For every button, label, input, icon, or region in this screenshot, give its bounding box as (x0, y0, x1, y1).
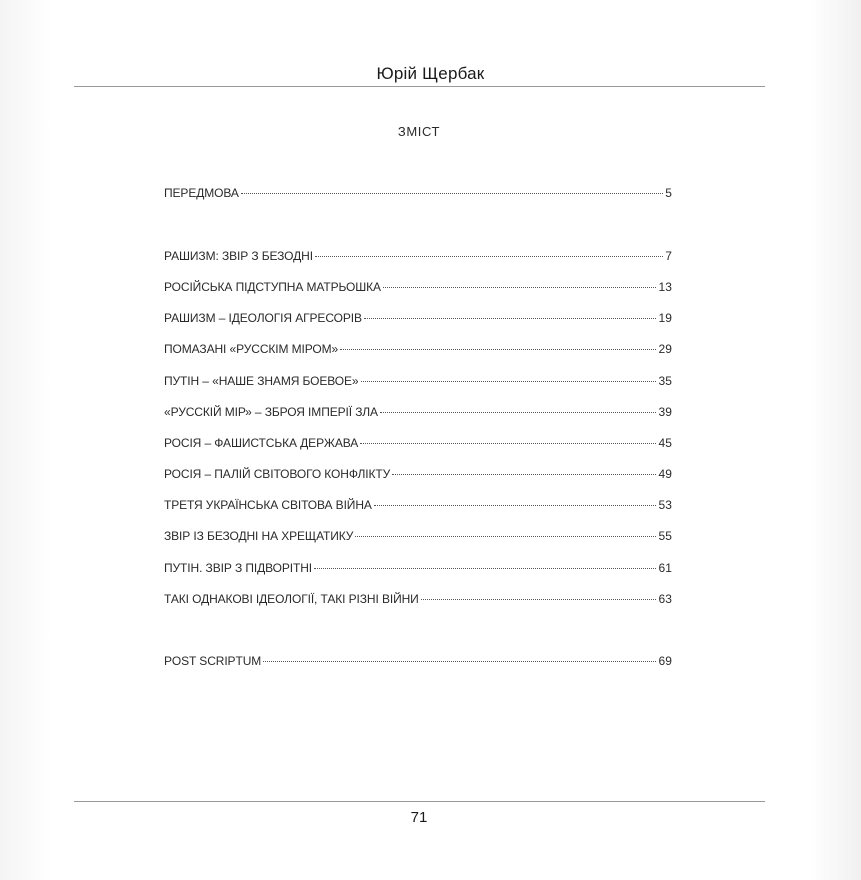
toc-entry-page: 49 (658, 467, 672, 481)
toc-entry (164, 592, 672, 606)
toc-entry (164, 186, 672, 200)
toc-entry (164, 342, 672, 356)
page-number: 71 (410, 809, 428, 826)
toc-entry-page: 69 (658, 654, 672, 668)
footer-divider (74, 801, 765, 802)
toc-entry (164, 561, 672, 575)
toc-entry-label: ПОМАЗАНІ «РУССКІМ МІРОМ» (164, 342, 339, 356)
toc-entry-label: ПУТІН. ЗВІР З ПІДВОРІТНІ (164, 561, 313, 575)
toc-title: ЗМІСТ (397, 124, 441, 139)
dot-leader (383, 287, 656, 288)
toc-entry (164, 405, 672, 419)
toc-entry-page: 35 (658, 374, 672, 388)
toc-entry-label: «РУССКІЙ МІР» – ЗБРОЯ ІМПЕРІЇ ЗЛА (164, 405, 378, 419)
dot-leader (360, 443, 656, 444)
toc-entry-page: 5 (665, 186, 672, 200)
running-header-author: Юрій Щербак (376, 64, 485, 83)
toc-entry-label: ТРЕТЯ УКРАЇНСЬКА СВІТОВА ВІЙНА (164, 498, 372, 512)
toc-entry-label: ЗВІР ІЗ БЕЗОДНІ НА ХРЕЩАТИКУ (164, 529, 354, 543)
dot-leader (374, 505, 657, 506)
toc-entry (164, 280, 672, 294)
dot-leader (421, 599, 657, 600)
toc-entry-page: 19 (658, 311, 672, 325)
dot-leader (340, 349, 656, 350)
toc-entry-page: 7 (665, 249, 672, 263)
toc-entry (164, 249, 672, 263)
toc-entry-page: 61 (658, 561, 672, 575)
header-divider (74, 86, 765, 87)
toc-entry-page: 55 (658, 529, 672, 543)
toc-entry-page: 39 (658, 405, 672, 419)
toc-entry-label: POST SCRIPTUM (164, 654, 262, 668)
toc-entry-page: 53 (658, 498, 672, 512)
toc-entry (164, 436, 672, 450)
dot-leader (364, 318, 657, 319)
toc-entry-page: 29 (658, 342, 672, 356)
dot-leader (392, 474, 656, 475)
dot-leader (241, 193, 663, 194)
toc-entry-label: РОСІЯ – ФАШИСТСЬКА ДЕРЖАВА (164, 436, 359, 450)
toc-entry-label: ТАКІ ОДНАКОВІ ІДЕОЛОГІЇ, ТАКІ РІЗНІ ВІЙНИ (164, 592, 419, 606)
toc-entry (164, 311, 672, 325)
toc-entry-label: РАШИЗМ – ІДЕОЛОГІЯ АГРЕСОРІВ (164, 311, 362, 325)
toc-entry-label: ПЕРЕДМОВА (164, 186, 239, 200)
toc-entry-label: РОСІЙСЬКА ПІДСТУПНА МАТРЬОШКА (164, 280, 381, 294)
toc-entry (164, 498, 672, 512)
toc-entry (164, 374, 672, 388)
toc-entry-label: РОСІЯ – ПАЛІЙ СВІТОВОГО КОНФЛІКТУ (164, 467, 391, 481)
toc-entry-label: РАШИЗМ: ЗВІР З БЕЗОДНІ (164, 249, 313, 263)
dot-leader (314, 568, 656, 569)
dot-leader (315, 256, 663, 257)
toc-entry (164, 654, 672, 668)
dot-leader (361, 381, 657, 382)
toc-entry-page: 13 (658, 280, 672, 294)
dot-leader (263, 661, 656, 662)
toc-entry (164, 467, 672, 481)
toc-entry-label: ПУТІН – «НАШЕ ЗНАМЯ БОЕВОЕ» (164, 374, 359, 388)
toc-entry-page: 63 (658, 592, 672, 606)
dot-leader (380, 412, 657, 413)
toc-entry-page: 45 (658, 436, 672, 450)
dot-leader (355, 536, 656, 537)
toc-entry (164, 529, 672, 543)
